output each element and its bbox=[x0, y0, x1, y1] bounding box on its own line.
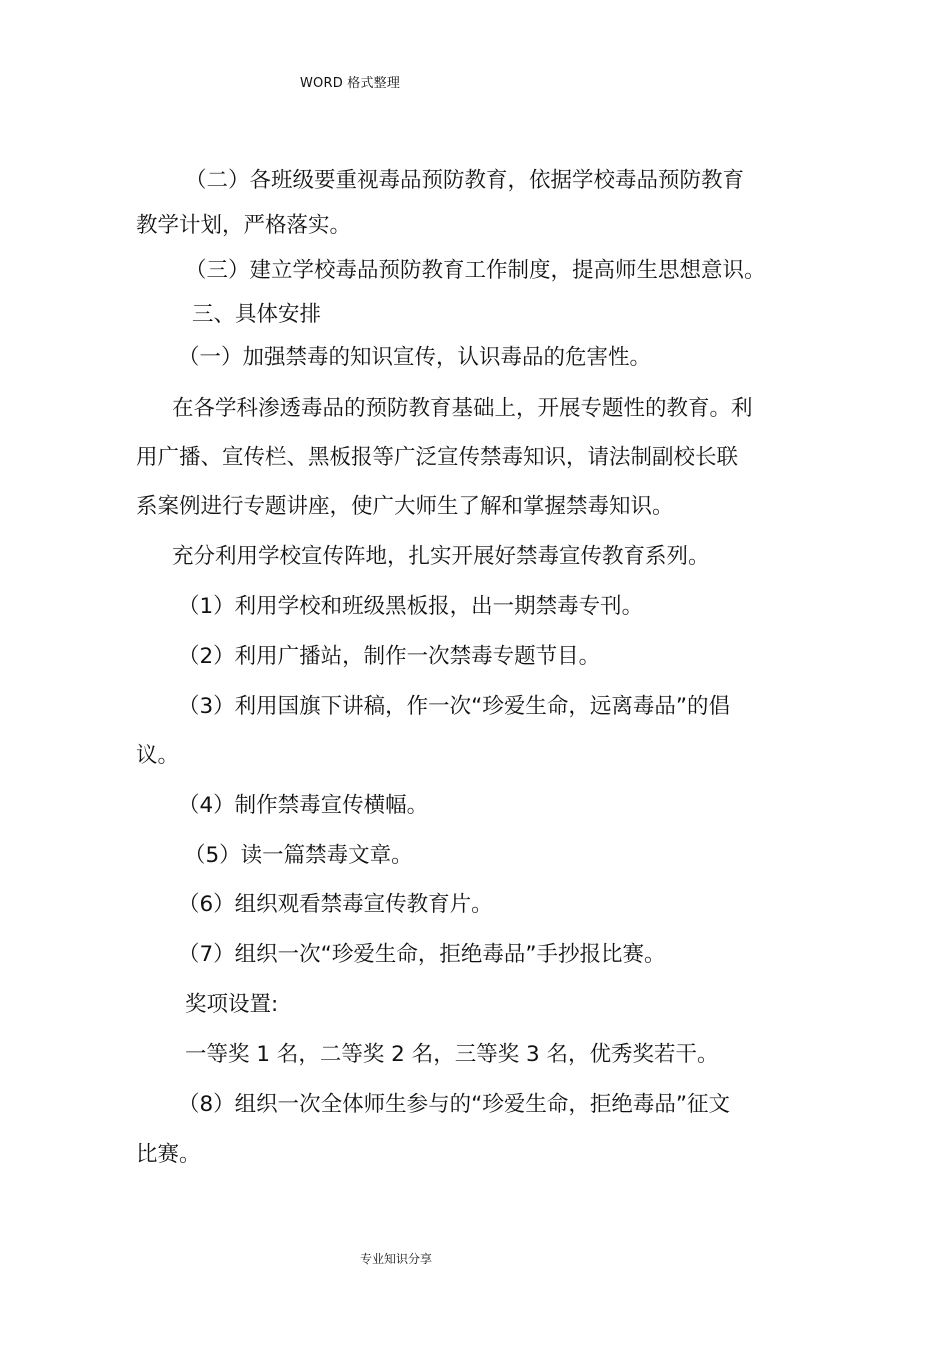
paragraph-line: 在各学科渗透毒品的预防教育基础上，开展专题性的教育。利 bbox=[172, 396, 753, 421]
page-header: WORD 格式整理 bbox=[300, 76, 401, 91]
paragraph-line: 系案例进行专题讲座，使广大师生了解和掌握禁毒知识。 bbox=[136, 494, 674, 519]
list-item: （7）组织一次“珍爱生命，拒绝毒品”手抄报比赛。 bbox=[178, 942, 666, 967]
list-item: （5）读一篇禁毒文章。 bbox=[184, 843, 413, 868]
list-item-continuation: 议。 bbox=[136, 743, 180, 768]
page-footer: 专业知识分享 bbox=[360, 1252, 433, 1266]
list-item: （8）组织一次全体师生参与的“珍爱生命，拒绝毒品”征文 bbox=[178, 1092, 730, 1117]
awards-detail: 一等奖 1 名，二等奖 2 名，三等奖 3 名，优秀奖若干。 bbox=[185, 1042, 719, 1067]
paragraph-line: （三）建立学校毒品预防教育工作制度，提高师生思想意识。 bbox=[185, 258, 766, 283]
paragraph-line: 充分利用学校宣传阵地，扎实开展好禁毒宣传教育系列。 bbox=[172, 544, 710, 569]
list-item: （2）利用广播站，制作一次禁毒专题节目。 bbox=[178, 644, 601, 669]
list-item-continuation: 比赛。 bbox=[136, 1142, 201, 1167]
list-item: （3）利用国旗下讲稿，作一次“珍爱生命，远离毒品”的倡 bbox=[178, 694, 730, 719]
list-item: （6）组织观看禁毒宣传教育片。 bbox=[178, 892, 493, 917]
section-heading: 三、具体安排 bbox=[192, 302, 322, 327]
awards-label: 奖项设置: bbox=[185, 992, 279, 1017]
list-item: （1）利用学校和班级黑板报，出一期禁毒专刊。 bbox=[178, 594, 644, 619]
paragraph-line: （二）各班级要重视毒品预防教育，依据学校毒品预防教育 bbox=[185, 168, 745, 193]
list-item: （4）制作禁毒宣传横幅。 bbox=[178, 793, 429, 818]
paragraph-line: 用广播、宣传栏、黑板报等广泛宣传禁毒知识，请法制副校长联 bbox=[136, 445, 739, 470]
paragraph-line: 教学计划，严格落实。 bbox=[136, 213, 352, 238]
subsection-heading: （一）加强禁毒的知识宣传，认识毒品的危害性。 bbox=[178, 345, 652, 370]
